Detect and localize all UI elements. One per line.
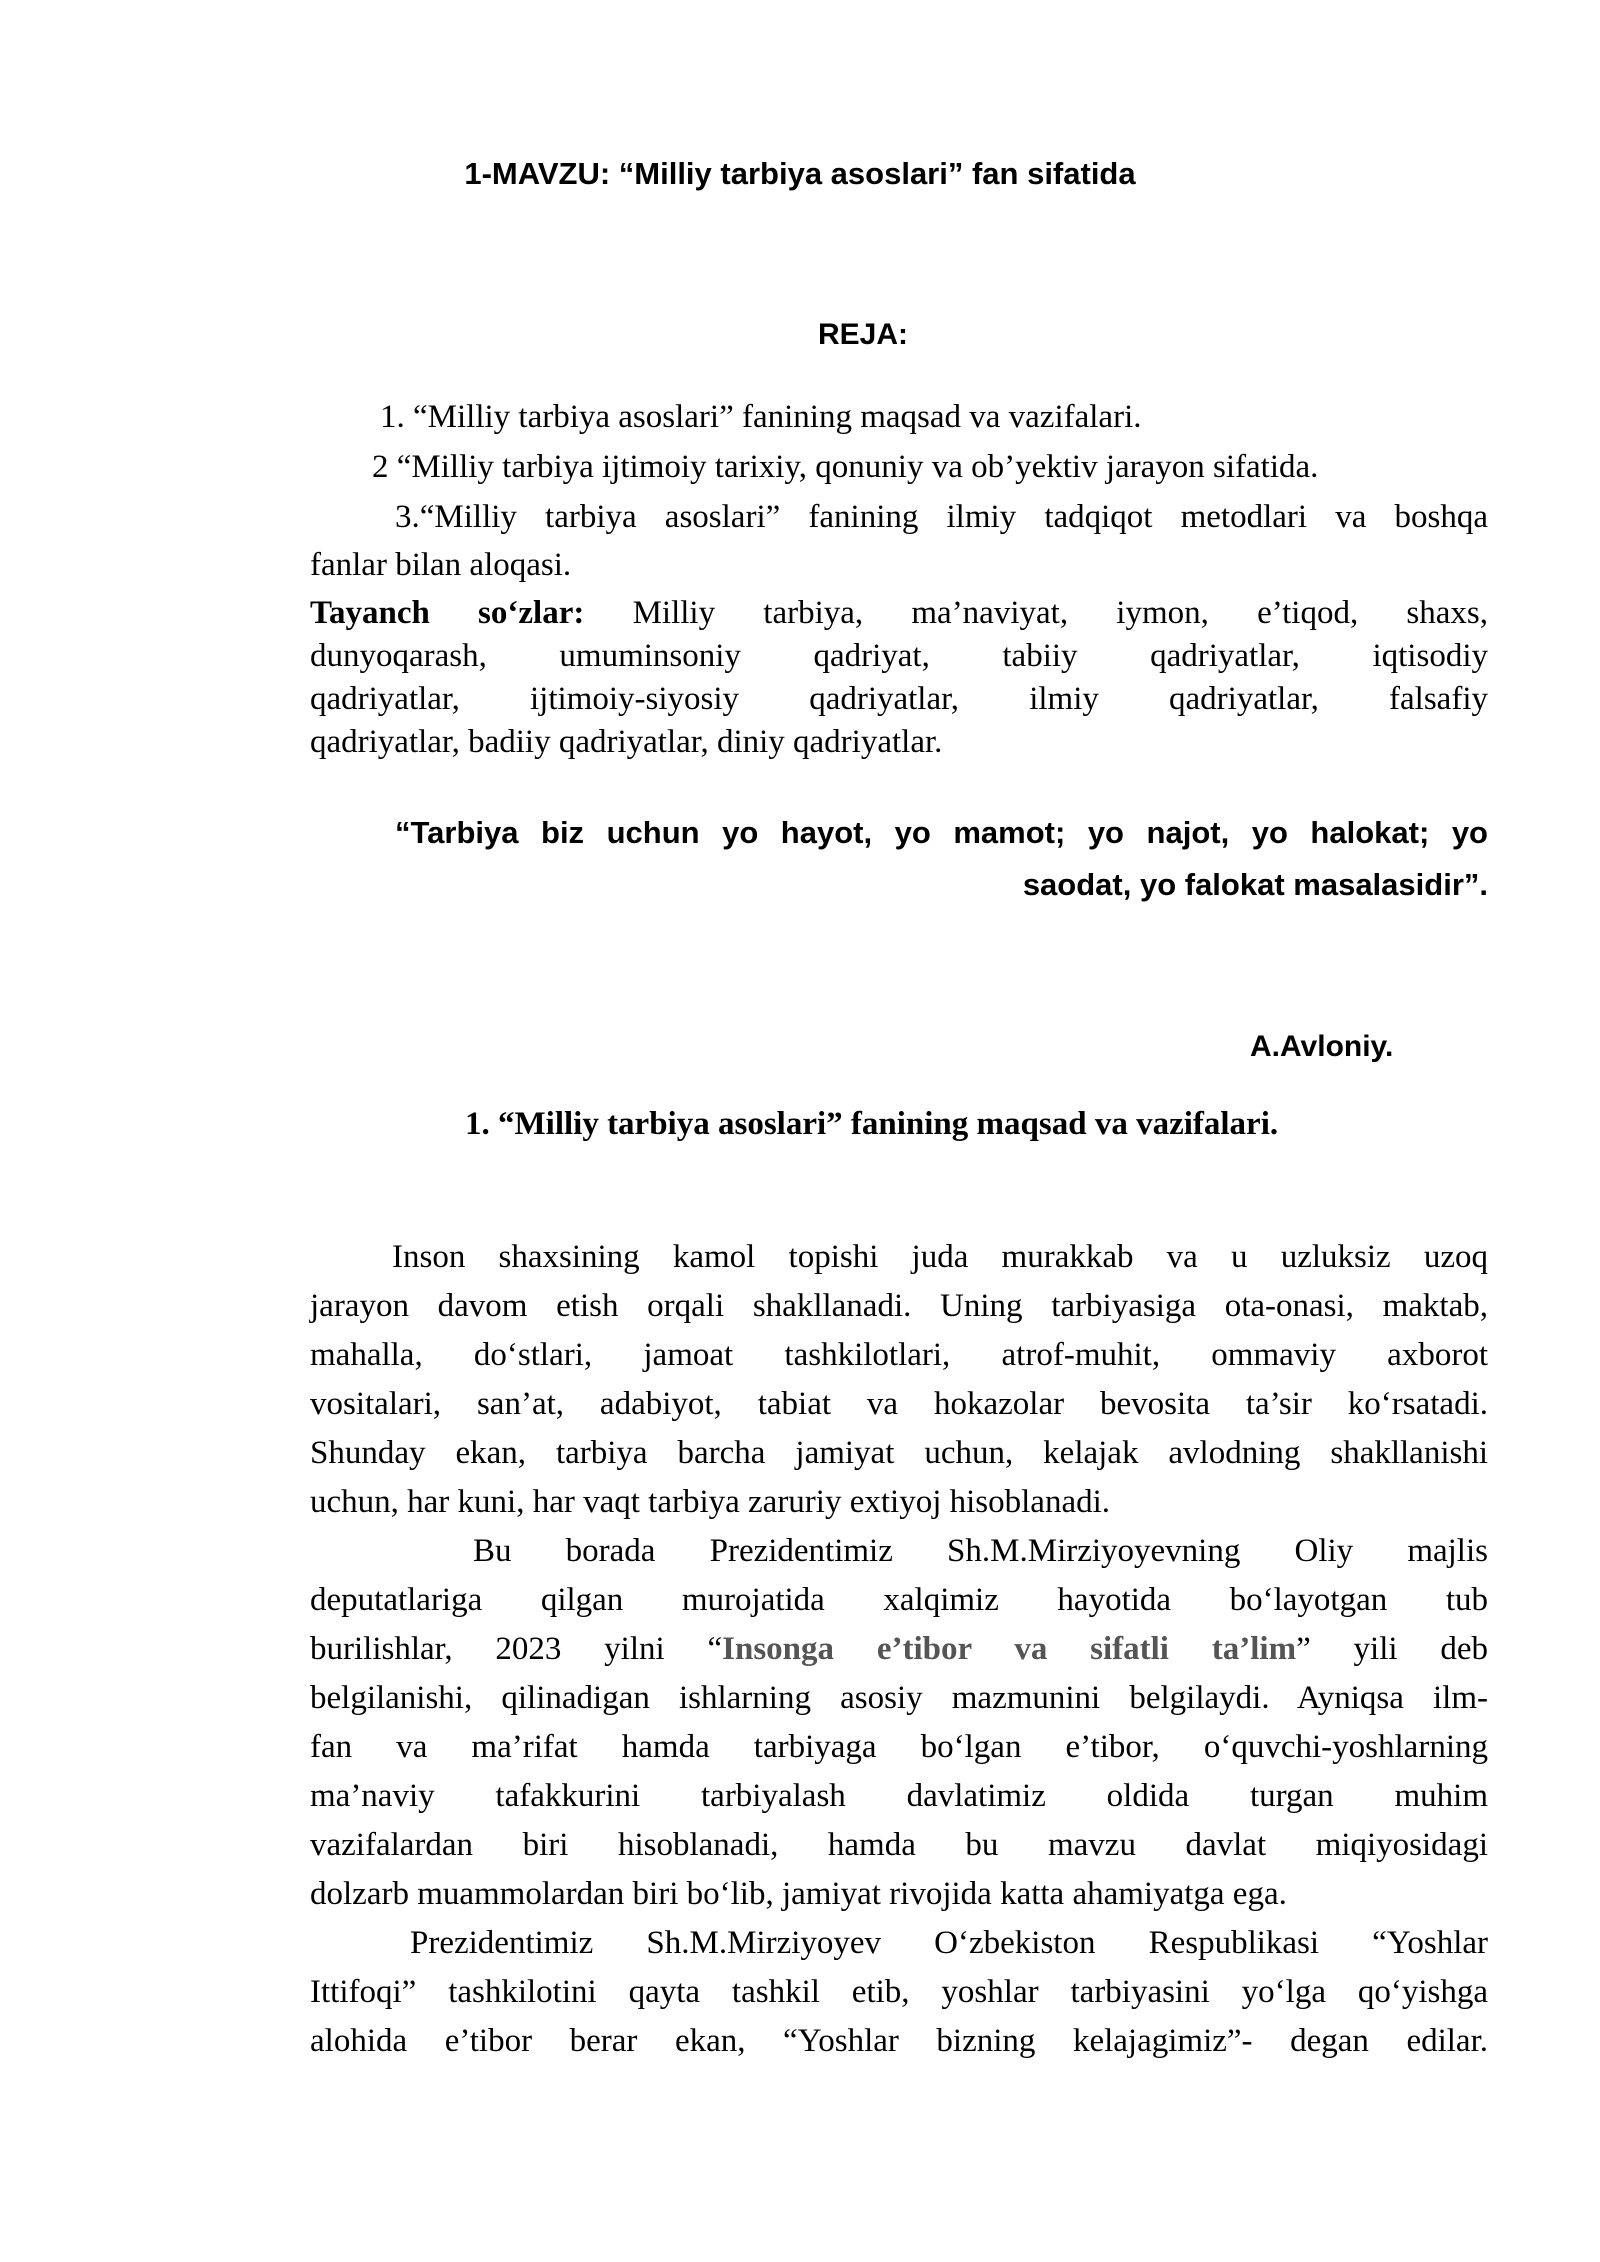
paragraph-3 xyxy=(310,1919,1488,2066)
paragraph-line: Prezidentimiz Sh.M.Mirziyoyev O‘zbekiston Respublikasi “Yoshlar xyxy=(410,1925,1488,1961)
paragraph-2 xyxy=(310,1527,1488,1919)
plan-heading: REJA: xyxy=(818,318,909,351)
paragraph-line: vazifalardan biri hisoblanadi, hamda bu mavzu davlat miqiyosidagi xyxy=(310,1827,1488,1863)
plan-item-1: 1. “Milliy tarbiya asoslari” fanining maqsad va vazifalari. xyxy=(380,399,1142,435)
highlighted-phrase: Insonga e’tibor va sifatli ta’lim xyxy=(722,1631,1297,1667)
paragraph-1 xyxy=(310,1233,1488,1527)
text-span: burilishlar, 2023 yilni “ xyxy=(310,1631,723,1667)
paragraph-line: ma’naviy tafakkurini tarbiyalash davlatimiz oldida turgan muhim xyxy=(310,1778,1488,1814)
keywords-line-2: dunyoqarash, umuminsoniy qadriyat, tabiiy qadriyatlar, iqtisodiy xyxy=(310,638,1488,674)
paragraph-line: alohida e’tibor berar ekan, “Yoshlar bizning kelajagimiz”- degan edilar. xyxy=(310,2023,1488,2059)
epigraph-line-2: saodat, yo falokat masalasidir”. xyxy=(1022,867,1488,902)
plan-item-3: 3.“Milliy tarbiya asoslari” fanining ilmiy tadqiqot metodlari va boshqa xyxy=(395,499,1488,535)
keywords-line-1 xyxy=(310,592,1488,635)
text-span: ” yili deb xyxy=(1296,1631,1488,1667)
keywords-label: Tayanch so‘zlar: xyxy=(310,595,585,631)
paragraph-line: uchun, har kuni, har vaqt tarbiya zaruriy extiyoj hisoblanadi. xyxy=(310,1484,1111,1520)
paragraph-line xyxy=(310,1625,1488,1674)
keywords-line-4: qadriyatlar, badiiy qadriyatlar, diniy qadriyatlar. xyxy=(310,724,943,760)
plan-item-3-continued: fanlar bilan aloqasi. xyxy=(310,547,572,583)
paragraph-line: jarayon davom etish orqali shakllanadi. Uning tarbiyasiga ota-onasi, maktab, xyxy=(310,1288,1488,1324)
paragraph-line: mahalla, do‘stlari, jamoat tashkilotlari, atrof-muhit, ommaviy axborot xyxy=(310,1337,1488,1373)
paragraph-line: deputatlariga qilgan murojatida xalqimiz hayotida bo‘layotgan tub xyxy=(310,1582,1488,1618)
paragraph-line: dolzarb muammolardan biri bo‘lib, jamiyat rivojida katta ahamiyatga ega. xyxy=(310,1876,1287,1912)
section-heading: 1. “Milliy tarbiya asoslari” fanining maqsad va vazifalari. xyxy=(465,1106,1279,1142)
epigraph-author: A.Avloniy. xyxy=(1250,1030,1394,1063)
paragraph-line: vositalari, san’at, adabiyot, tabiat va hokazolar bevosita ta’sir ko‘rsatadi. xyxy=(310,1386,1488,1422)
epigraph xyxy=(395,807,1488,911)
paragraph-line: Ittifoqi” tashkilotini qayta tashkil etib, yoshlar tarbiyasini yo‘lga qo‘yishga xyxy=(310,1974,1488,2010)
epigraph-line-1: “Tarbiya biz uchun yo hayot, yo mamot; yo najot, yo halokat; yo xyxy=(395,815,1488,850)
paragraph-line: Bu borada Prezidentimiz Sh.M.Mirziyoyevning Oliy majlis xyxy=(473,1533,1488,1569)
paragraph-line: Shunday ekan, tarbiya barcha jamiyat uchun, kelajak avlodning shakllanishi xyxy=(310,1435,1488,1471)
paragraph-line: fan va ma’rifat hamda tarbiyaga bo‘lgan e’tibor, o‘quvchi-yoshlarning xyxy=(310,1729,1488,1765)
keywords-text: Milliy tarbiya, ma’naviyat, iymon, e’tiqod, shaxs, xyxy=(632,595,1489,631)
page-title: 1-MAVZU: “Milliy tarbiya asoslari” fan sifatida xyxy=(464,156,1136,191)
paragraph-line: Inson shaxsining kamol topishi juda murakkab va u uzluksiz uzoq xyxy=(392,1239,1488,1275)
plan-item-2: 2 “Milliy tarbiya ijtimoiy tarixiy, qonuniy va ob’yektiv jarayon sifatida. xyxy=(372,449,1319,485)
keywords-line-3: qadriyatlar, ijtimoiy-siyosiy qadriyatlar, ilmiy qadriyatlar, falsafiy xyxy=(310,681,1488,717)
paragraph-line: belgilanishi, qilinadigan ishlarning asosiy mazmunini belgilaydi. Ayniqsa ilm- xyxy=(310,1680,1488,1716)
keywords-block xyxy=(310,592,1488,764)
